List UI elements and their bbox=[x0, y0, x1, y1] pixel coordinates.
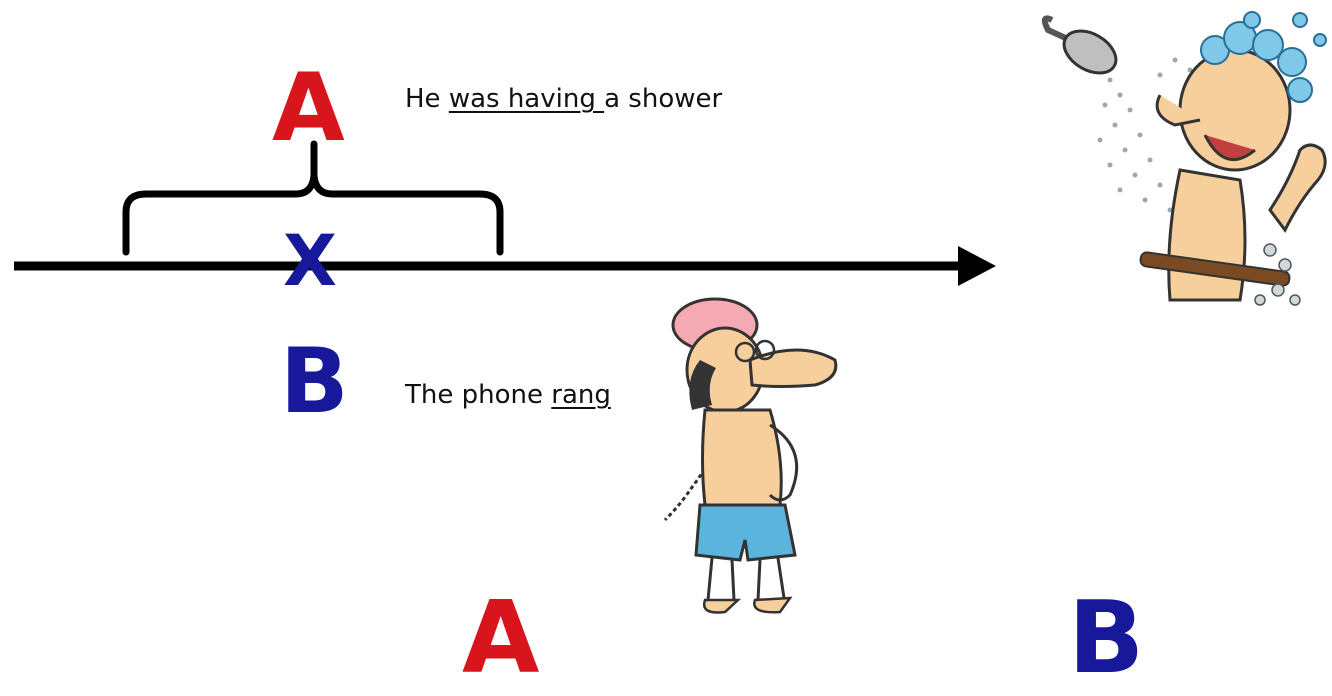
man-on-phone-illustration bbox=[665, 299, 836, 613]
bottom-a-label: A bbox=[462, 579, 540, 696]
sentence-b-pre: The phone bbox=[405, 380, 552, 410]
timeline-arrowhead bbox=[958, 246, 996, 286]
sentence-a-verb: was having bbox=[448, 84, 605, 114]
sentence-b bbox=[405, 382, 611, 408]
sentence-a-pre: He bbox=[405, 84, 449, 114]
sentence-a-post: a shower bbox=[604, 84, 723, 114]
event-b-label: B bbox=[280, 329, 349, 434]
event-a-label: A bbox=[272, 54, 345, 163]
sentence-a bbox=[405, 86, 722, 112]
sentence-b-verb: rang bbox=[551, 380, 611, 410]
bottom-b-label: B bbox=[1068, 579, 1145, 696]
man-in-shower-illustration bbox=[1045, 12, 1326, 305]
interruption-x-marker: X bbox=[283, 220, 337, 302]
